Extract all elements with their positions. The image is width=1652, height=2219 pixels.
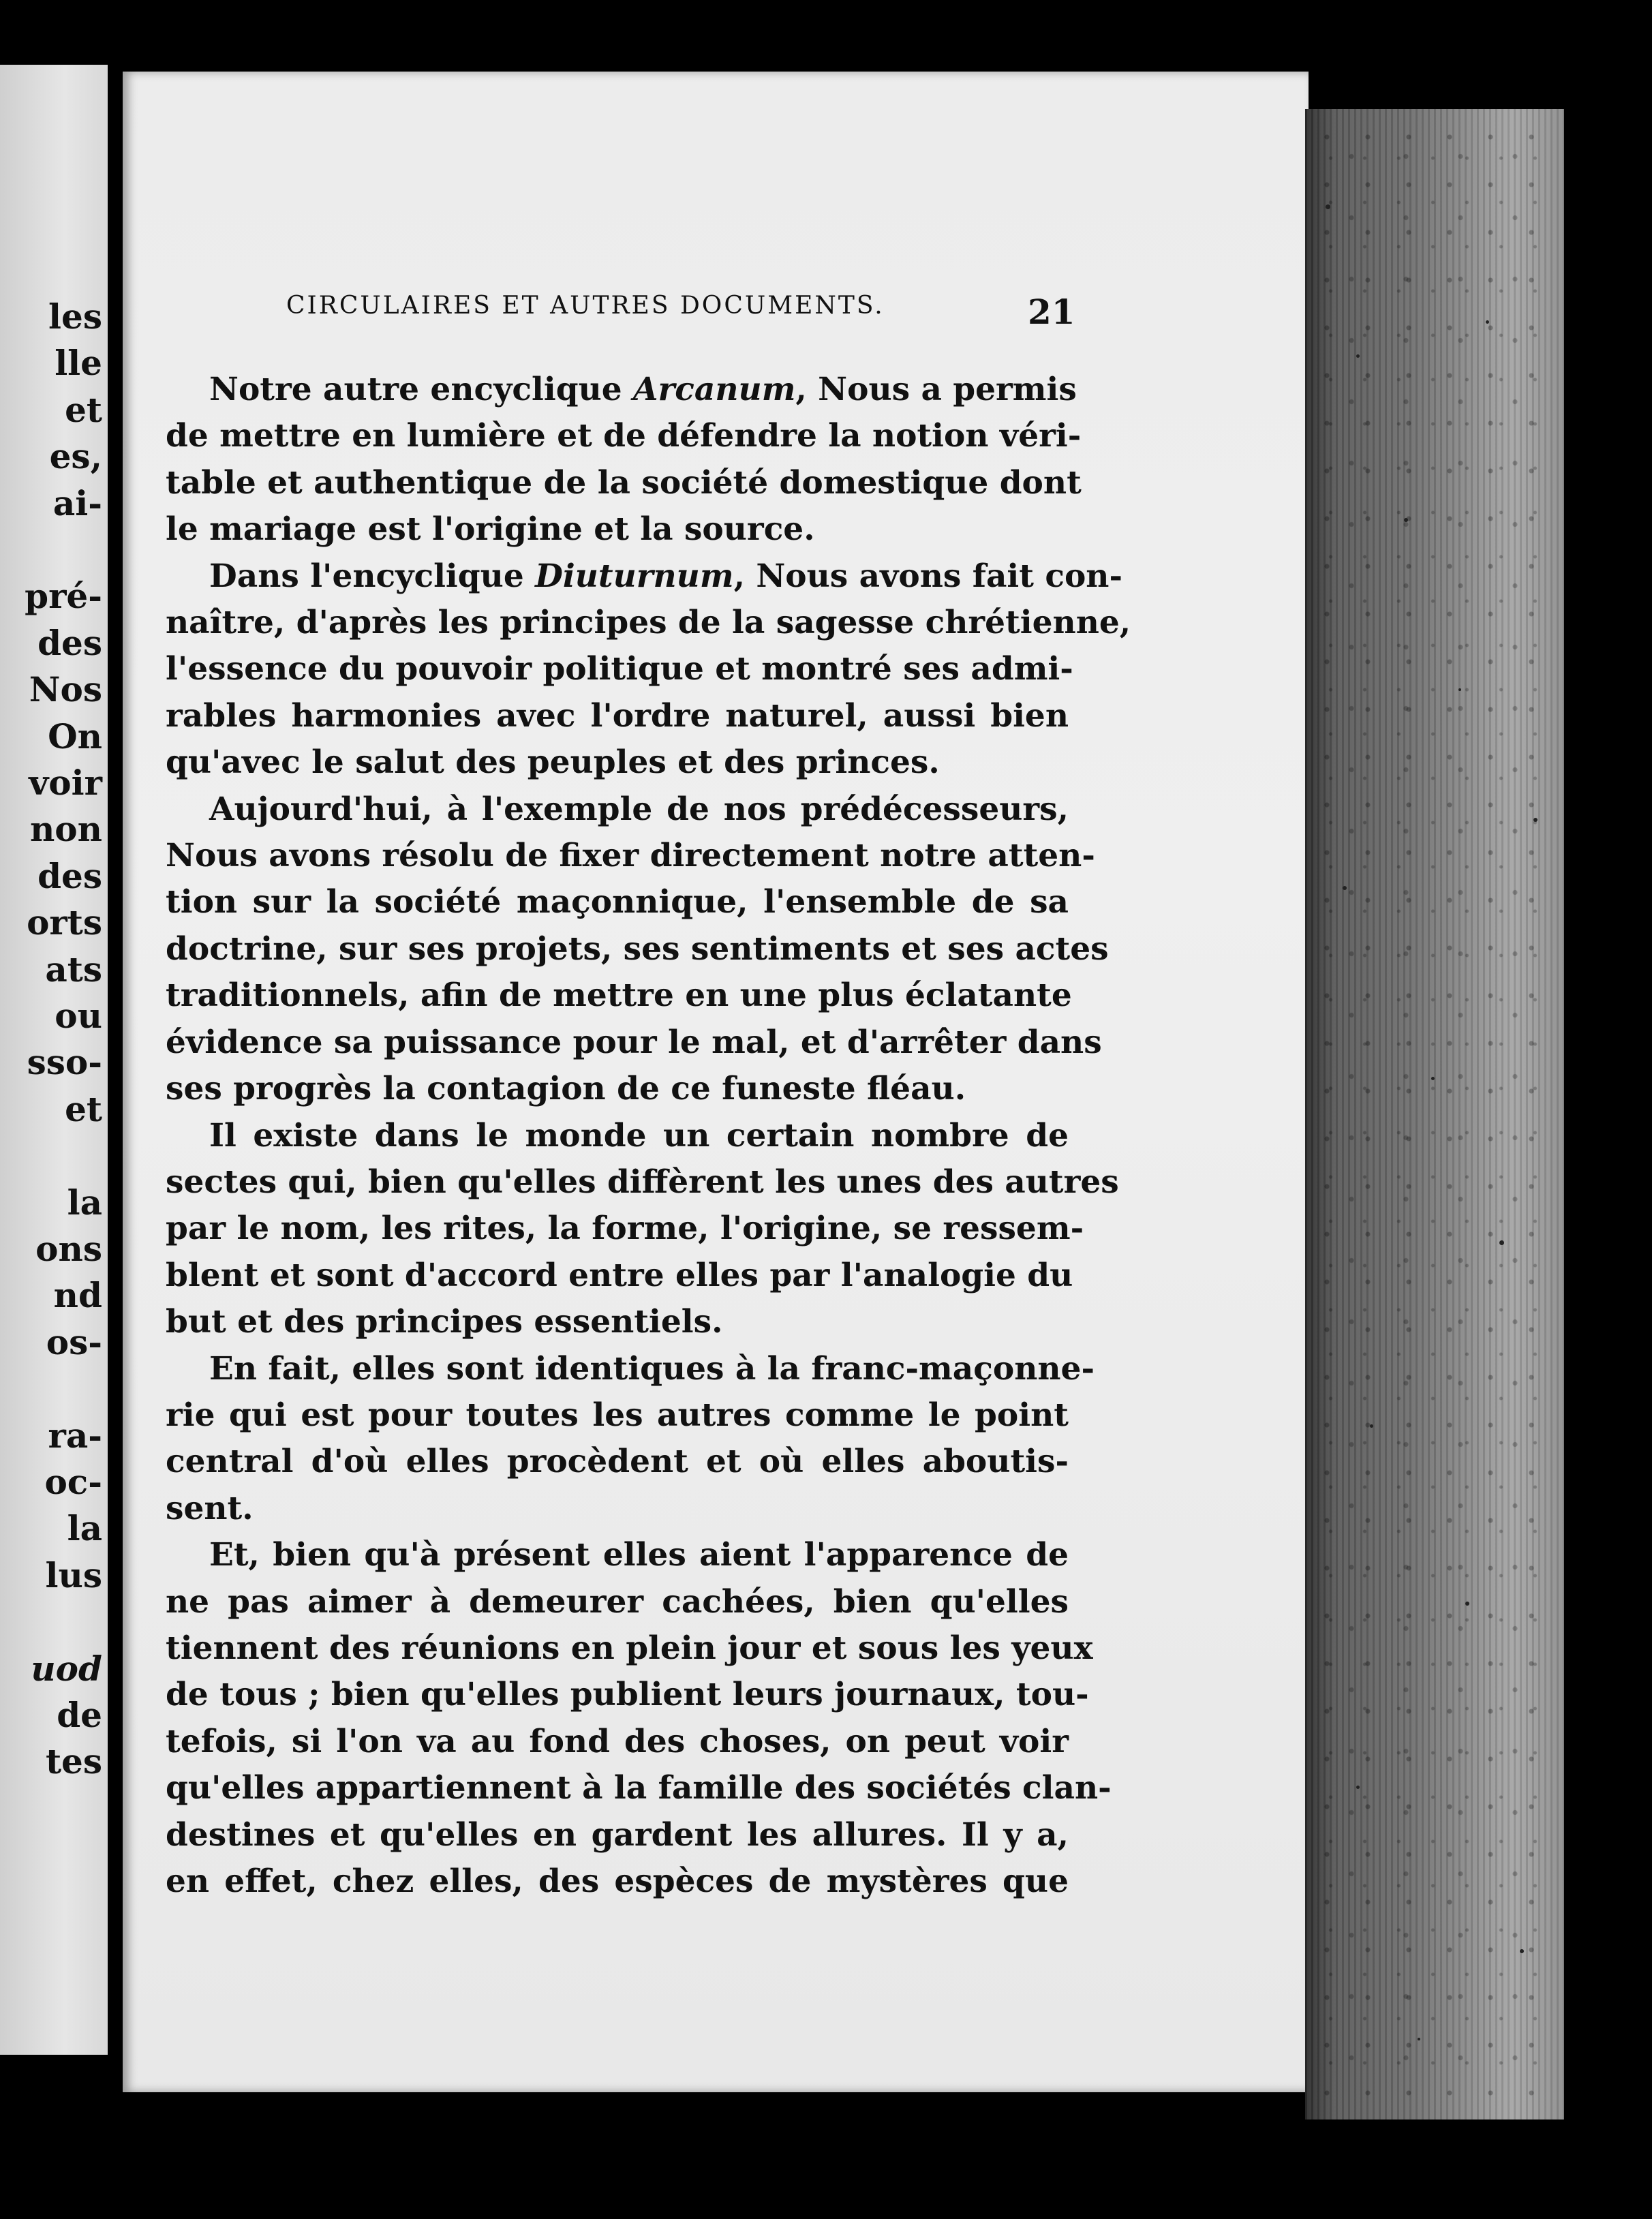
paper-speck [1370,1424,1373,1428]
left-page-fragment: pré- [25,576,102,617]
paragraph [166,553,1131,786]
text-line: traditionnels, afin de mettre en une plus éclatante [166,977,1072,1015]
paper-speck [1465,1602,1469,1606]
text-line: Aujourd'hui, à l'exemple de nos prédécesseurs, [209,790,1069,828]
text-line: sectes qui, bien qu'elles diffèrent les unes des autres [166,1163,1119,1201]
paper-speck [1356,1786,1360,1789]
text-line: qu'avec le salut des peuples et des princes. [166,744,940,782]
book-fore-edge-texture [1319,123,1550,2099]
paper-speck [1486,320,1489,324]
text-line: ne pas aimer à demeurer cachées, bien qu'elles [166,1582,1069,1621]
text-line: sent. [166,1489,254,1527]
left-page-fragment: non [29,809,102,850]
text-line: par le nom, les rites, la forme, l'origine, se ressem- [166,1210,1084,1248]
left-page-fragment: la [67,1508,102,1549]
text-line: central d'où elles procèdent et où elles aboutis- [166,1443,1069,1481]
running-header: CIRCULAIRES ET AUTRES DOCUMENTS. [286,292,885,320]
page-number: 21 [1028,292,1075,332]
previous-page-fragment [0,65,108,2055]
left-page-fragment: lus [45,1555,102,1595]
paper-speck [1499,1240,1504,1245]
text-line: Et, bien qu'à présent elles aient l'apparence de [209,1536,1069,1574]
left-page-fragment: de [57,1695,102,1735]
text-line: rie qui est pour toutes les autres comme le point [166,1396,1069,1434]
left-page-fragment: orts [27,902,102,943]
left-page-fragment: ons [35,1229,102,1269]
text-line: tefois, si l'on va au fond des choses, on peut voir [166,1722,1069,1760]
paper-speck [1520,1949,1524,1953]
text-line: En fait, elles sont identiques à la franc-maçonne- [209,1349,1095,1388]
text-line: rables harmonies avec l'ordre naturel, aussi bien [166,697,1069,735]
paper-speck [1356,354,1360,358]
paragraph [166,1346,1095,1533]
left-page-fragment: des [37,855,102,896]
left-page-fragment: sso- [27,1042,102,1083]
left-page-fragment: nd [53,1275,102,1316]
text-line: doctrine, sur ses projets, ses sentiments et ses actes [166,930,1109,968]
left-page-fragment: des [37,622,102,663]
paper-speck [1404,518,1408,522]
text-line: Nous avons résolu de fixer directement notre atten- [166,837,1095,875]
text-line: table et authentique de la société domestique dont [166,463,1082,502]
text-line: en effet, chez elles, des espèces de mystères que [166,1863,1069,1900]
text-line: de tous ; bien qu'elles publient leurs journaux, tou- [166,1676,1089,1714]
text-line: de mettre en lumière et de défendre la notion véri- [166,417,1082,455]
left-page-fragment: et [65,389,102,430]
left-page-fragment: es, [49,436,102,477]
text-line: l'essence du pouvoir politique et montré ses admi- [166,650,1073,688]
text-line: évidence sa puissance pour le mal, et d'arrêter dans [166,1023,1102,1061]
text-line: ses progrès la contagion de ce funeste fléau. [166,1070,966,1108]
italic-title: Diuturnum [535,557,734,595]
paper-speck [1326,204,1330,209]
left-page-fragment: ai- [52,483,102,523]
left-page-fragment: lle [55,343,102,384]
text-line: Dans l'encyclique Diuturnum, Nous avons fait con- [209,557,1122,595]
left-page-fragment: os- [46,1321,102,1362]
left-page-fragment: la [67,1182,102,1223]
left-page-fragment: On [48,716,102,756]
left-page-fragment: ats [45,949,102,990]
paper-speck [1343,886,1347,890]
left-page-fragment: ou [55,996,102,1036]
left-page-fragment: ra- [48,1415,102,1456]
text-line: naître, d'après les principes de la sagesse chrétienne, [166,604,1131,642]
left-page-fragment: voir [29,763,102,803]
left-page-fragment: uod [31,1648,102,1689]
text-line: tion sur la société maçonnique, l'ensemble de sa [166,883,1069,921]
left-page-fragment: oc- [44,1462,102,1502]
paragraph [166,1113,1119,1346]
italic-title: Arcanum [633,371,796,408]
text-line: Il existe dans le monde un certain nombre de [209,1116,1069,1154]
text-line: blent et sont d'accord entre elles par l'analogie du [166,1256,1073,1294]
text-line: le mariage est l'origine et la source. [166,510,815,549]
page-body-text [166,367,1131,1905]
text-line: tiennent des réunions en plein jour et sous les yeux [166,1629,1093,1667]
text-line: Notre autre encyclique Arcanum, Nous a permis [209,371,1077,408]
text-line: destines et qu'elles en gardent les allures. Il y a, [166,1816,1069,1854]
paper-speck [1431,1077,1435,1080]
left-page-fragment: tes [45,1741,102,1782]
paragraph [166,367,1082,553]
left-page-fragment: les [48,296,102,337]
paper-speck [1533,818,1538,822]
paper-speck [1458,688,1461,691]
text-line: but et des principes essentiels. [166,1303,723,1341]
left-page-fragment: et [65,1088,102,1129]
left-page-fragment: Nos [29,669,102,710]
paper-speck [1418,2038,1420,2040]
text-line: qu'elles appartiennent à la famille des sociétés clan- [166,1769,1112,1807]
paragraph [166,786,1109,1113]
paragraph [166,1532,1112,1905]
